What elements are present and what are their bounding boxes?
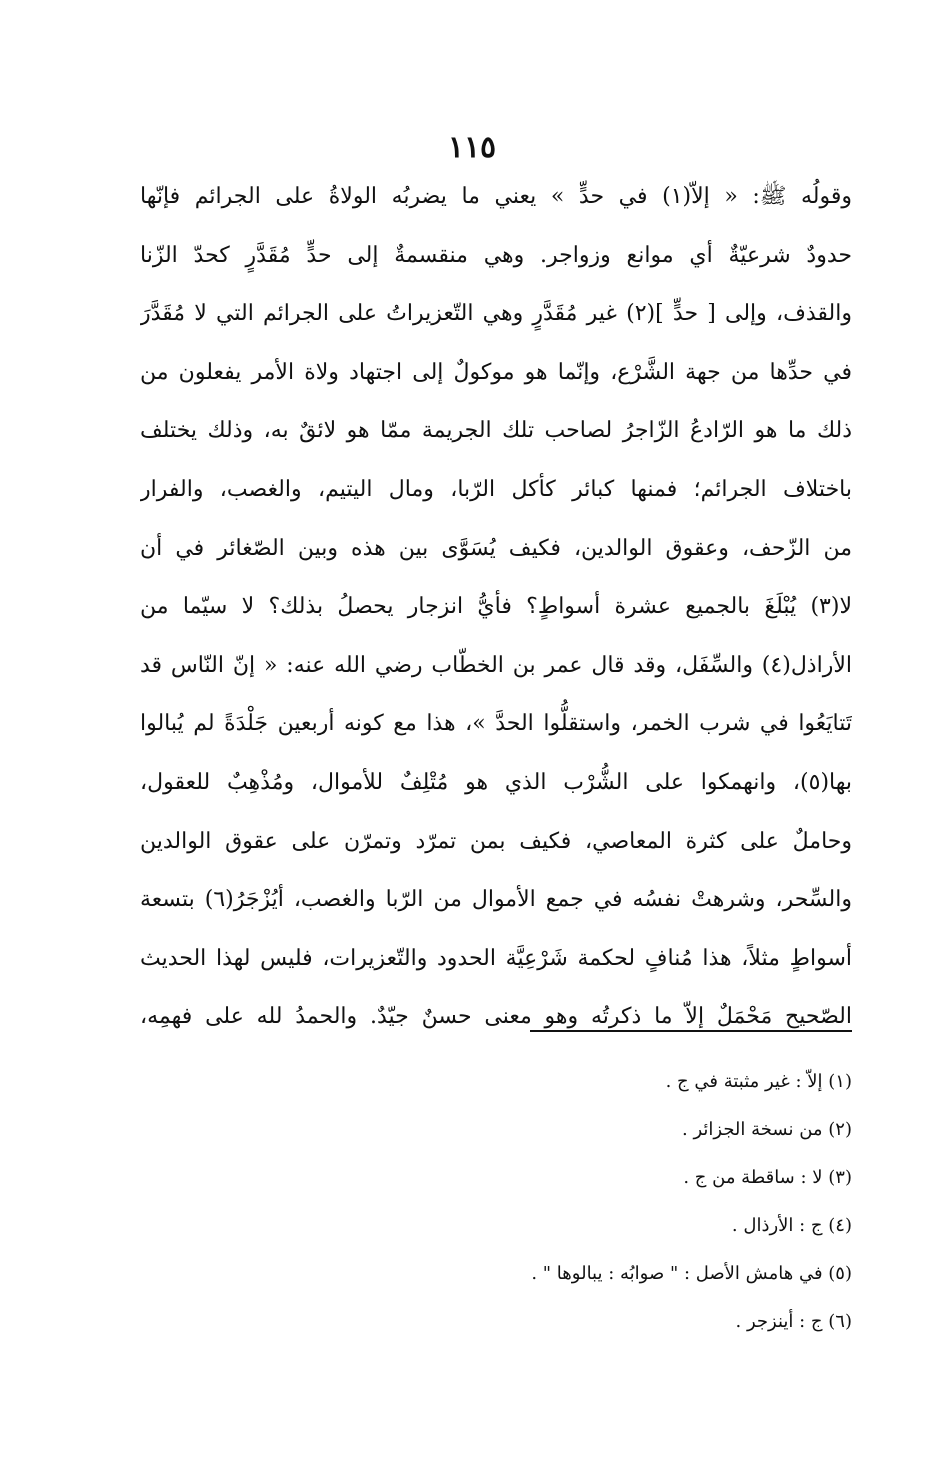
footnote-2: (٢) من نسخة الجزائر . [682, 1119, 852, 1140]
footnote-4: (٤) ج : الأرذال . [731, 1215, 852, 1236]
text-line: ذلك ما هو الرّادعُ الزّاجرُ لصاحب تلك الجريمة ممّا هو لائقٌ به، وذلك يختلف [140, 418, 852, 444]
footnote-1: (١) إلاّ : غير مثبتة في ج . [665, 1071, 852, 1092]
text-line: تَتايَعُوا في شرب الخمر، واستقلُّوا الحدَّ »، هذا مع كونه أربعين جَلْدَةً لم يُبالوا [140, 711, 852, 737]
text-line: حدودٌ شرعيّةٌ أي موانع وزواجر. وهي منقسمةٌ إلى حدٍّ مُقَدَّرٍ كحدّ الزّنا [140, 242, 852, 268]
text-line: وحاملٌ على كثرة المعاصي، فكيف بمن تمرّد وتمرّن على عقوق الوالدين [140, 828, 852, 854]
footnote-5: (٥) في هامش الأصل : " صوابُه : يبالوها " . [531, 1263, 852, 1284]
footnote-3: (٣) لا : ساقطة من ج . [683, 1167, 852, 1188]
text-line: بها(٥)، وانهمكوا على الشُّرْب الذي هو مُتْلِفٌ للأموال، ومُذْهِبٌ للعقول، [140, 769, 852, 795]
text-line: الصّحيح مَحْمَلٌ إلاّ ما ذكرتُه وهو معنى حسنٌ جيّدٌ. والحمدُ لله على فهمِه، [140, 1004, 852, 1030]
footnote-divider [530, 1030, 852, 1032]
text-line: باختلاف الجرائم؛ فمنها كبائر كأكل الرّبا، ومال اليتيم، والغصب، والفرار [140, 476, 852, 502]
footnotes-list [300, 1058, 852, 1346]
text-line: من الزّحف، وعقوق الوالدين، فكيف يُسَوَّى بين هذه وبين الصّغائر في أن [140, 535, 852, 561]
page-number: ١١٥ [447, 130, 497, 165]
text-line: والقذف، وإلى [ حدٍّ ](٢) غير مُقَدَّرٍ وهي التّعزيراتُ على الجرائم التي لا مُقَدَّرَ [140, 301, 852, 327]
text-line: والسِّحر، وشرهتْ نفسُه في جمع الأموال من الرّبا والغصب، أيُزْجَرُ(٦) بتسعة [140, 887, 852, 913]
main-text [140, 168, 852, 1047]
text-line: وقولُه ﷺ: « إلاّ(١) في حدٍّ » يعني ما يضربُه الولاةُ على الجرائم فإنّها [140, 184, 852, 209]
footnote-6: (٦) ج : أينزجر . [735, 1311, 852, 1332]
text-line: لا(٣) يُبْلَغَ بالجميع عشرة أسواطٍ؟ فأيُّ انزجار يحصلُ بذلك؟ لا سيّما من [140, 594, 852, 620]
text-line: الأراذل(٤) والسِّفَل، وقد قال عمر بن الخطّاب رضي الله عنه: « إنّ النّاس قد [140, 652, 852, 678]
text-line: أسواطٍ مثلاً، هذا مُنافٍ لحكمة شَرْعِيَّة الحدود والتّعزيرات، فليس لهذا الحديث [140, 945, 852, 971]
text-line: في حدِّها من جهة الشَّرْع، وإنّما هو موكولٌ إلى اجتهاد ولاة الأمر يفعلون من [140, 359, 852, 385]
